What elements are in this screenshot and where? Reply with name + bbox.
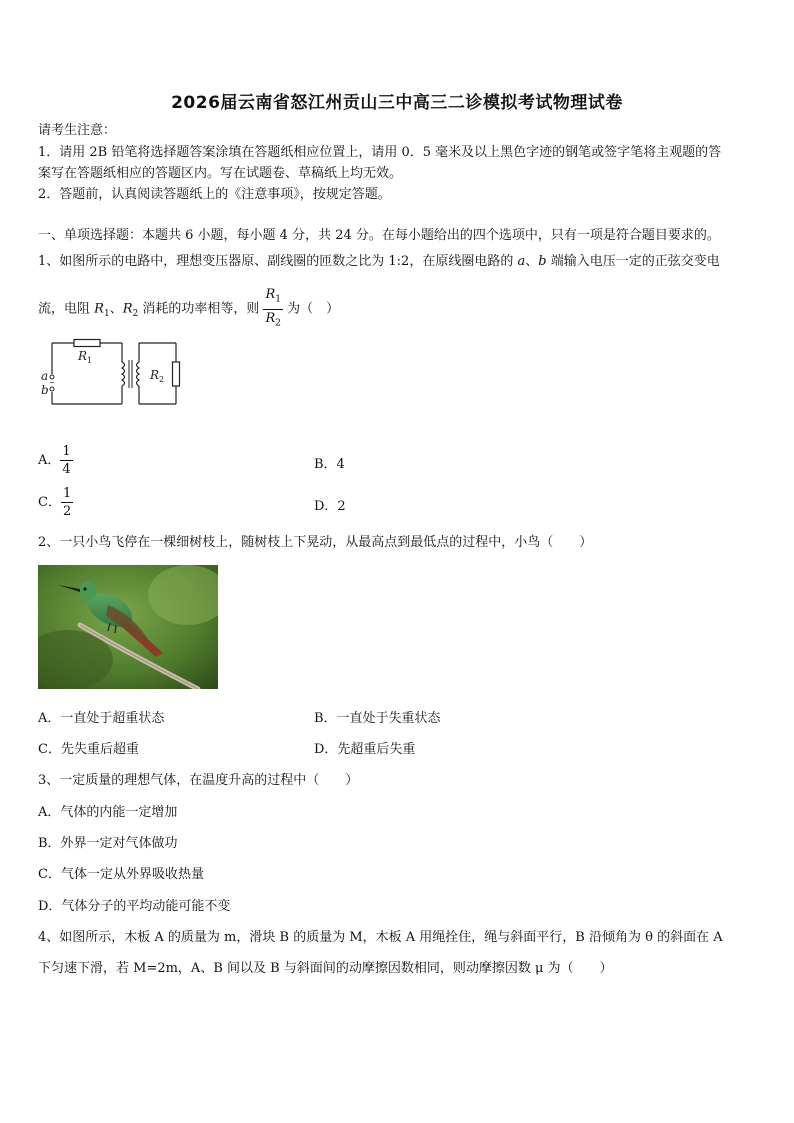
q2-option-c: C．先失重后超重 bbox=[38, 742, 139, 757]
q1-r1-sub: 1 bbox=[103, 309, 110, 320]
q1-option-d: D．2 bbox=[314, 499, 346, 514]
q1-option-c bbox=[38, 485, 73, 520]
terminal-b bbox=[50, 387, 54, 391]
a-label: a bbox=[41, 369, 49, 383]
q1-r2-sub: 2 bbox=[132, 309, 139, 320]
q1-option-a bbox=[38, 443, 73, 478]
secondary-coil bbox=[137, 362, 140, 386]
notice-item-1-line-2: 案写在答题纸相应的答题区内。写在试题卷、草稿纸上均无效。 bbox=[38, 166, 403, 181]
r1-resistor bbox=[74, 340, 100, 347]
q1-option-c-den: 2 bbox=[62, 504, 72, 519]
q3-option-b: B．外界一定对气体做功 bbox=[38, 836, 178, 851]
q1-frac-den-r: R bbox=[265, 310, 276, 326]
r2-label: $R_2$ bbox=[150, 368, 165, 384]
q1-r2-symbol: R bbox=[122, 301, 133, 317]
q1-option-a-label: A． bbox=[38, 453, 61, 468]
q1-option-c-fraction bbox=[61, 485, 73, 520]
q1-stem-line-1 bbox=[38, 250, 720, 269]
primary-coil bbox=[122, 362, 125, 386]
q2-option-b: B．一直处于失重状态 bbox=[314, 711, 441, 726]
q1-line1-pre: 1、如图所示的电路中，理想变压器原、副线圈的匝数之比为 1:2，在原线圈电路的 bbox=[38, 254, 518, 269]
q2-option-a: A．一直处于超重状态 bbox=[38, 711, 165, 726]
q3-option-a: A．气体的内能一定增加 bbox=[38, 805, 178, 820]
q1-comma: 、 bbox=[109, 301, 123, 317]
hummingbird-photo bbox=[38, 565, 218, 689]
q1-var-a: a bbox=[517, 254, 526, 269]
ac-tilde: ~ bbox=[49, 379, 55, 387]
q1-option-a-num: 1 bbox=[62, 444, 71, 459]
bird-head bbox=[79, 582, 97, 600]
q1-line2-mid: 消耗的功率相等，则 bbox=[138, 301, 264, 317]
r1-label: $R_1$ bbox=[78, 349, 93, 365]
q1-ratio-fraction bbox=[263, 286, 283, 332]
q2-option-d: D．先超重后失重 bbox=[314, 742, 416, 757]
page-title: 2026届云南省怒江州贡山三中高三二诊模拟考试物理试卷 bbox=[171, 93, 623, 113]
q1-line2-post: 为（ ） bbox=[283, 301, 340, 317]
notice-item-1-line-1: 1．请用 2B 铅笔将选择题答案涂填在答题纸相应位置上，请用 0．5 毫米及以上黑色字迹的钢笔或签字笔将主观题的答 bbox=[38, 145, 722, 160]
r2-resistor bbox=[173, 362, 180, 386]
q1-frac-num-r: R bbox=[265, 287, 276, 302]
q1-stem-line-2 bbox=[38, 286, 339, 332]
q1-option-a-den: 4 bbox=[62, 462, 71, 477]
notice-item-2: 2．答题前，认真阅读答题纸上的《注意事项》，按规定答题。 bbox=[38, 187, 391, 202]
notice-heading: 请考生注意： bbox=[38, 123, 117, 138]
q1-option-c-label: C． bbox=[38, 495, 61, 510]
q1-option-a-fraction bbox=[60, 443, 72, 478]
q1-option-b: B．4 bbox=[314, 457, 345, 472]
q1-frac-num-sub: 1 bbox=[275, 294, 282, 305]
q4-stem-line-1: 4、如图所示，木板 A 的质量为 m，滑块 B 的质量为 M，木板 A 用绳拴住，绳与斜面平行，B 沿倾角为 θ 的斜面在 A bbox=[38, 930, 723, 945]
q1-r1-symbol: R bbox=[94, 301, 104, 317]
b-label: b bbox=[41, 383, 49, 397]
q3-option-c: C．气体一定从外界吸收热量 bbox=[38, 867, 204, 882]
q1-sep: 、 bbox=[525, 254, 539, 269]
q1-circuit-diagram bbox=[36, 336, 186, 410]
q3-stem: 3、一定质量的理想气体，在温度升高的过程中（ ） bbox=[38, 773, 359, 788]
q2-stem: 2、一只小鸟飞停在一棵细树枝上，随树枝上下晃动，从最高点到最低点的过程中，小鸟（ ） bbox=[38, 535, 593, 550]
q1-line1-post: 端输入电压一定的正弦交变电 bbox=[546, 254, 720, 269]
q1-option-c-num: 1 bbox=[62, 486, 72, 501]
q1-frac-den-sub: 2 bbox=[275, 318, 282, 329]
q3-option-d: D．气体分子的平均动能可能不变 bbox=[38, 899, 231, 914]
q1-var-b: b bbox=[538, 254, 547, 269]
q1-line2-pre: 流，电阻 bbox=[38, 301, 95, 317]
q4-stem-line-2: 下匀速下滑，若 M=2m，A、B 间以及 B 与斜面间的动摩擦因数相同，则动摩擦因数 μ 为（ ） bbox=[38, 961, 613, 976]
section-heading: 一、单项选择题：本题共 6 小题，每小题 4 分，共 24 分。在每小题给出的四个选项中，只有一项是符合题目要求的。 bbox=[38, 228, 720, 243]
